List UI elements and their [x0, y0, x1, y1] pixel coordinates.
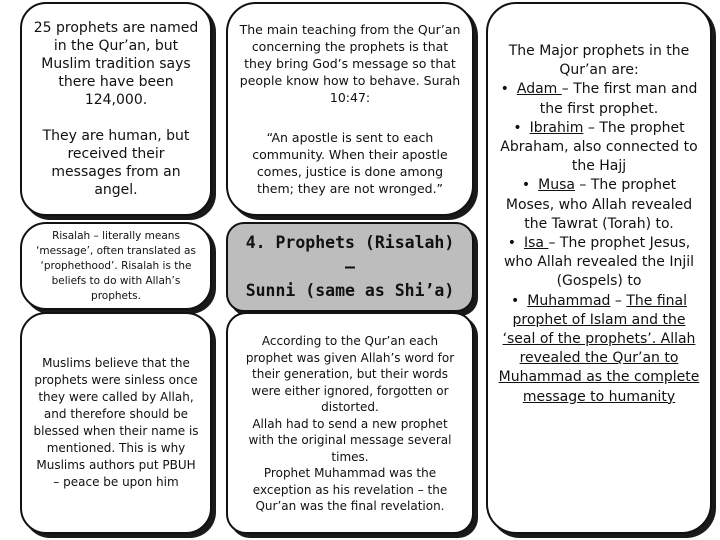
prophet-desc: The prophet Moses, who Allah revealed the Tawrat (Torah) to.: [505, 177, 693, 232]
prophet-name: Isa: [524, 235, 549, 252]
box-prophets-count: [20, 2, 212, 216]
prophet-name: Ibrahim: [529, 119, 584, 136]
box-sinless-prophets: [20, 312, 212, 534]
separator: –: [548, 235, 560, 252]
surah-quote-text: “An apostle is sent to each community. When their apostle comes, justice is done among them; they are not wronged.”: [252, 129, 448, 196]
bullet: •: [511, 292, 520, 309]
revelation-text-1: According to the Qur’an each prophet was given Allah’s word for their generation, but their words were either ignored, forgotten or distorted.: [245, 334, 455, 415]
list-item-isa: [498, 234, 700, 292]
box-risalah-definition: [20, 222, 212, 310]
bullet: •: [521, 177, 531, 194]
box-main-teaching: [226, 2, 474, 216]
prophet-name: Muhammad: [527, 292, 611, 309]
title-line-1: 4. Prophets (Risalah) –: [245, 233, 455, 276]
prophet-desc: The first man and the first prophet.: [539, 81, 698, 117]
revelation-text-3: Prophet Muhammad was the exception as his revelation – the Qur’an was the final revelation.: [252, 466, 448, 514]
box-revelation: [226, 312, 474, 534]
prophet-desc: The final prophet of Islam and the ‘seal of the prophets’. Allah revealed the Qur’an to Muhammad as the complete message to humanity: [498, 292, 700, 405]
prophet-desc: The prophet Jesus, who Allah revealed the Injil (Gospels) to: [503, 235, 695, 290]
list-item-muhammad: [498, 292, 700, 407]
list-item-musa: [498, 176, 700, 234]
prophet-desc: The prophet Abraham, also connected to the Hajj: [500, 119, 698, 175]
page-title: [226, 222, 474, 312]
separator: –: [583, 119, 600, 136]
separator: –: [574, 177, 591, 194]
prophets-count-text: 25 prophets are named in the Qur’an, but Muslim tradition says there have been 124,000.: [33, 20, 199, 108]
list-item-adam: [498, 80, 700, 118]
main-teaching-text: The main teaching from the Qur’an concerning the prophets is that they bring God’s message so that people know how to behave. Surah 10:47:: [239, 22, 461, 106]
prophets-human-text: They are human, but received their messages from an angel.: [42, 128, 190, 198]
revelation-text-2: Allah had to send a new prophet with the original message several times.: [248, 416, 452, 464]
bullet: •: [507, 235, 516, 252]
separator: –: [561, 81, 574, 98]
major-prophets-heading: The Major prophets in the Qur’an are:: [508, 43, 690, 79]
risalah-definition-text: Risalah – literally means ‘message’, often translated as ‘prophethood’. Risalah is the beliefs to do with Allah’s prophets.: [36, 229, 196, 302]
prophet-name: Musa: [538, 177, 575, 194]
prophet-name: Adam: [516, 81, 562, 98]
bullet: •: [513, 119, 522, 136]
box-major-prophets: [486, 2, 712, 534]
sinless-prophets-text: Muslims believe that the prophets were sinless once they were called by Allah, and therefore should be blessed when their name is mentioned. This is why Muslims authors put PBUH – peace be upon him: [33, 356, 199, 489]
bullet: •: [500, 81, 509, 98]
list-item-ibrahim: [498, 119, 700, 177]
separator: –: [610, 292, 627, 309]
title-line-2: Sunni (same as Shi’a): [245, 281, 455, 300]
